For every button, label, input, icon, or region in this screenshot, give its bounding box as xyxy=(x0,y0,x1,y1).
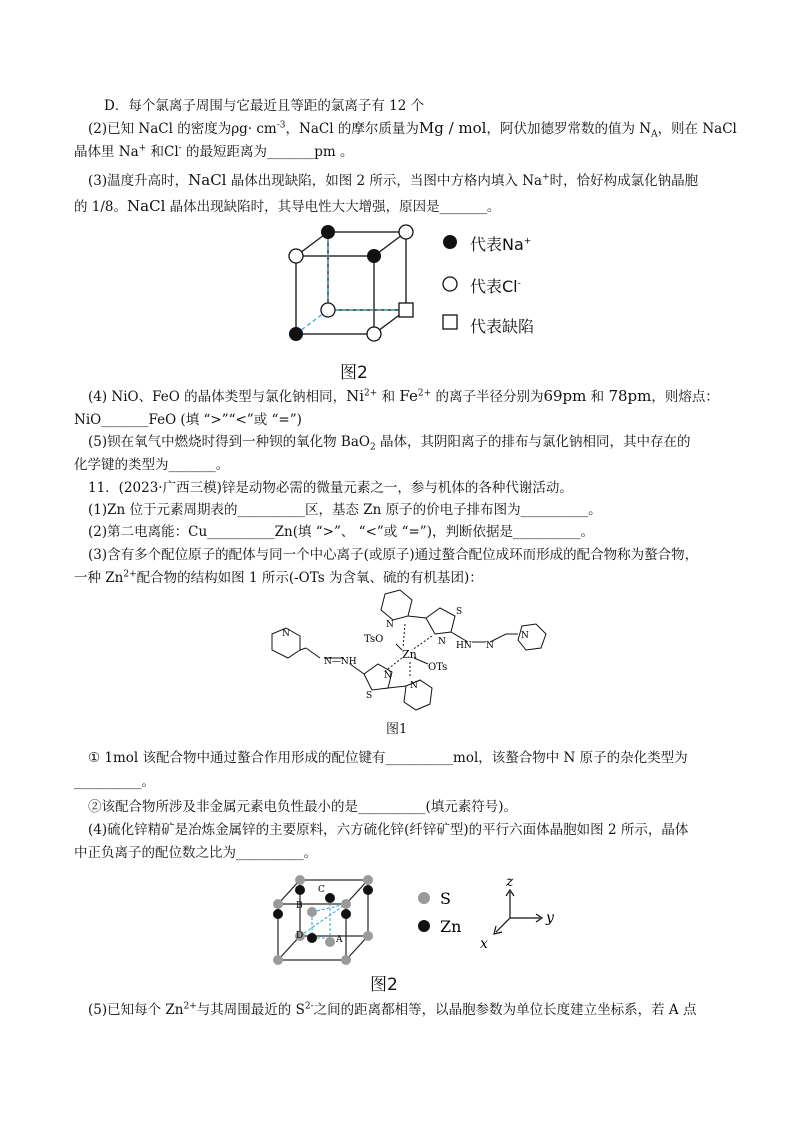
question-11-part4-line2: 中正负离子的配位数之比为__________。 xyxy=(74,845,317,861)
figure-caption: 图2 xyxy=(340,363,368,383)
question-3-line2: 的 1/8。NaCl 晶体出现缺陷时，其导电性大大增强，原因是_______。 xyxy=(74,197,501,215)
label-nh: N—NH xyxy=(324,657,357,667)
legend-zn-label: Zn xyxy=(440,917,462,936)
question-4-line2: NiO_______FeO (填 “>”“<”或 “=”) xyxy=(74,412,302,428)
s-atom-b xyxy=(307,907,317,917)
zn-atom-d xyxy=(307,933,317,943)
cl-ion xyxy=(289,249,303,263)
question-11-part3-line2: 一种 $Zn^{2+}$配合物的结构如图 1 所示(-OTs 为含氧、硫的有机基团)： xyxy=(74,569,483,586)
zn-complex-structure xyxy=(260,586,560,716)
option-d-text: D．每个氯离子周围与它最近且等距的氯离子有 12 个 xyxy=(104,98,425,114)
axis-y-label: y xyxy=(546,910,554,926)
legend-zn-marker xyxy=(418,920,430,932)
label-n-bottom-pyridine: N xyxy=(410,681,418,691)
cl-ion xyxy=(321,303,335,317)
axes-icon xyxy=(494,890,542,934)
question-2-line2: 晶体里 Na+ 和Cl- 的最短距离为_______pm 。 xyxy=(74,143,354,160)
s-atom xyxy=(363,875,373,885)
figure-caption: 图2 xyxy=(370,975,398,995)
label-n-eq: N xyxy=(486,641,494,651)
question-11-part1: (1)Zn 位于元素周期表的__________区，基态 Zn 原子的价电子排布图为__________。 xyxy=(88,502,602,518)
point-d-label: D xyxy=(296,931,304,941)
label-n-top: N xyxy=(386,620,394,630)
question-11-part2: (2)第二电离能：Cu__________Zn(填 “>”、 “<”或 “=”)，判断依据是__________。 xyxy=(88,524,594,540)
figure-caption: 图1 xyxy=(386,722,408,737)
label-ots: OTs xyxy=(428,662,448,673)
label-s-bottom: S xyxy=(366,691,373,701)
na-ion xyxy=(289,327,303,341)
s-atom xyxy=(363,931,373,941)
question-5-line2: 化学键的类型为_______。 xyxy=(74,457,230,473)
question-11-q1-line1: ① 1mol 该配合物中通过螯合作用形成的配位键有__________mol，该螯合物中 N 原子的杂化类型为 xyxy=(88,750,688,766)
label-n-right: N xyxy=(521,631,529,641)
legend-s-label: S xyxy=(440,889,451,908)
zn-atom xyxy=(363,885,373,895)
question-5-line1: (5)钡在氧气中燃烧时得到一种钡的氧化物 BaO$_2$ 晶体，其阴阳离子的排布与氯化钠相同，其中存在的 xyxy=(88,434,691,453)
label-n-left: N xyxy=(282,629,290,639)
legend-defect-marker xyxy=(443,315,457,329)
legend-cl-label: 代表Cl- xyxy=(470,277,521,296)
question-4-line1: (4) NiO、FeO 的晶体类型与氯化钠相同，$Ni^{2+}$ 和 $Fe^{2+}$ 的离子半径分别为69pm 和 78pm，则熔点： xyxy=(88,387,719,405)
zn-atom-c xyxy=(325,893,335,903)
axis-z-label: z xyxy=(506,874,514,890)
cl-ion xyxy=(367,327,381,341)
zn-complex-diagram xyxy=(260,586,560,716)
na-ion xyxy=(321,225,335,239)
question-3-line1: (3)温度升高时，NaCl 晶体出现缺陷，如图 2 所示，当图中方格内填入 Na+时，恰好构成氯化钠晶胞 xyxy=(88,171,699,189)
question-11-part5-line1: (5)已知每个 $Zn^{2+}$与其周围最近的 $S^{2-}$之间的距离都相等，以晶胞参数为单位长度建立坐标系，若 A 点 xyxy=(88,1001,697,1018)
s-atom xyxy=(273,899,283,909)
question-11-part3-line1: (3)含有多个配位原子的配体与同一个中心离子(或原子)通过螯合配位成环而形成的配合物称为螯合物， xyxy=(88,547,699,563)
defect-square xyxy=(399,303,413,317)
legend-cl-marker xyxy=(443,277,457,291)
zn-atom xyxy=(341,909,351,919)
zns-unit-cell-figure xyxy=(268,868,568,972)
zn-atom xyxy=(273,909,283,919)
s-atom xyxy=(295,875,305,885)
question-11-q2: ②该配合物所涉及非金属元素电负性最小的是__________(填元素符号)。 xyxy=(88,799,518,815)
label-n-thiazole: N xyxy=(438,637,446,647)
s-atom xyxy=(273,955,283,965)
na-ion xyxy=(367,249,381,263)
zns-cell-diagram xyxy=(268,868,568,972)
question-2-line1: (2)已知 NaCl 的密度为$\rho g\cdot cm^{-3}$，NaCl 的摩尔质量为Mg / mol，阿伏加德罗常数的值为 $N_A$，则在 NaCl xyxy=(88,119,737,140)
question-11-header: 11．(2023·广西三模)锌是动物必需的微量元素之一，参与机体的各种代谢活动。 xyxy=(88,480,573,496)
s-atom-a xyxy=(325,937,335,947)
nacl-defect-figure xyxy=(280,218,580,368)
label-s-top: S xyxy=(456,607,463,617)
label-n-bottom-thiazole: N xyxy=(384,671,392,681)
point-c-label: C xyxy=(318,885,325,895)
label-tso: TsO xyxy=(364,634,384,645)
legend-na-marker xyxy=(443,235,457,249)
label-zn: Zn xyxy=(402,648,417,661)
legend-s-marker xyxy=(418,892,430,904)
question-11-part4-line1: (4)硫化锌精矿是冶炼金属锌的主要原料，六方硫化锌(纤锌矿型)的平行六面体晶胞如图 2 所示，晶体 xyxy=(88,822,689,838)
legend-defect-label: 代表缺陷 xyxy=(470,317,535,336)
axis-x-label: x xyxy=(480,936,488,952)
zn-atom xyxy=(295,885,305,895)
point-b-label: B xyxy=(296,901,303,911)
label-hn: HN xyxy=(456,641,472,651)
s-atom xyxy=(341,955,351,965)
question-11-q1-line2: __________。 xyxy=(74,774,155,790)
cl-ion xyxy=(399,225,413,239)
legend-na-label: 代表Na+ xyxy=(470,235,532,254)
nacl-cube-diagram xyxy=(280,218,580,368)
s-atom xyxy=(341,899,351,909)
point-a-label: A xyxy=(336,935,343,945)
